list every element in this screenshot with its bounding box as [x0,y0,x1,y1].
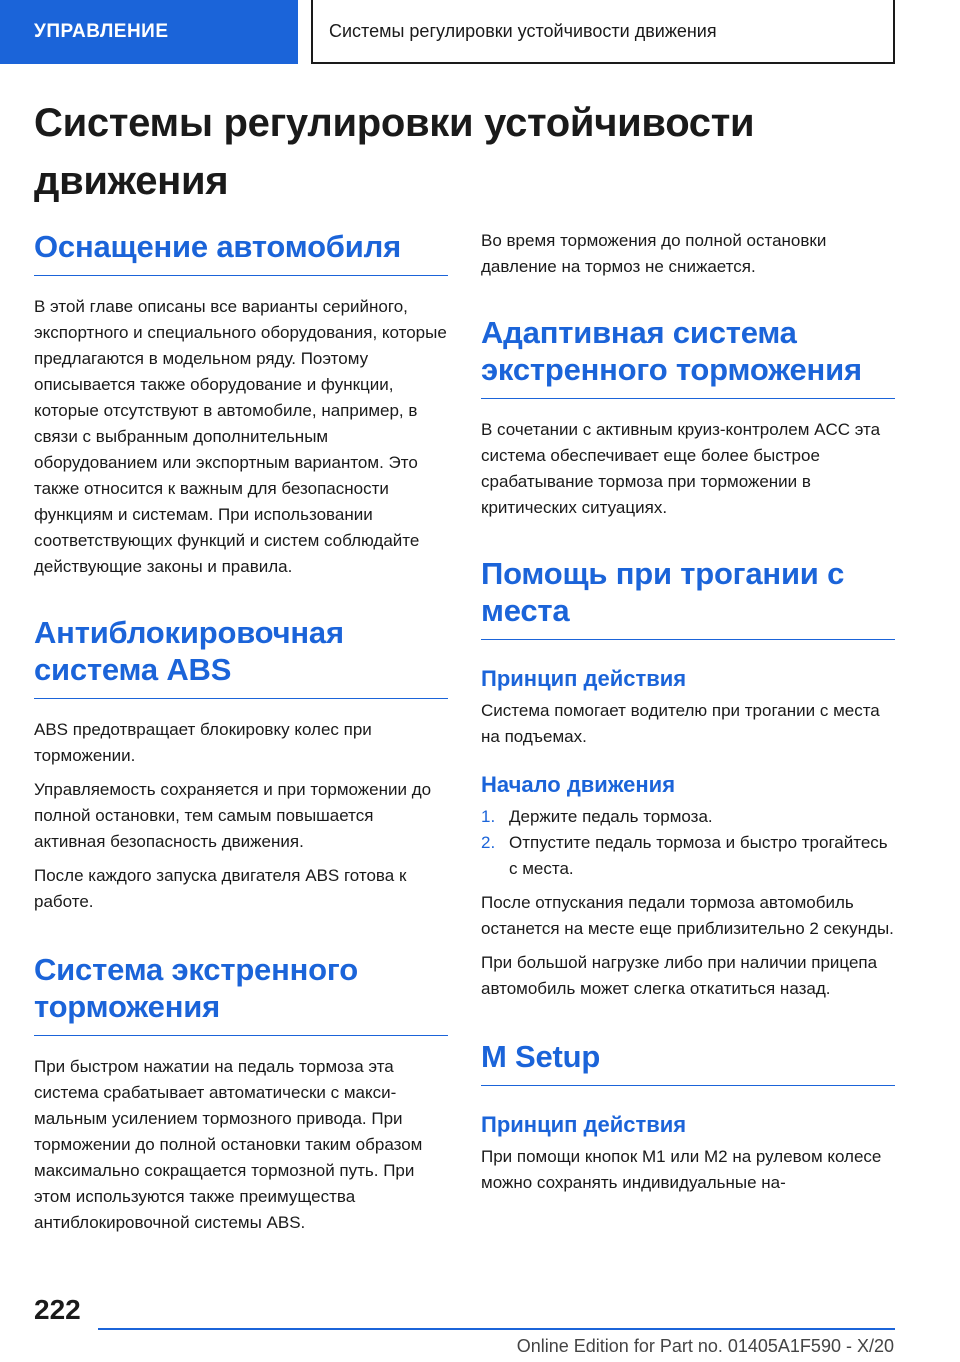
page-number: 222 [34,1294,81,1325]
footer-divider [98,1328,895,1330]
subsection-title-start: Начало движения [481,772,676,797]
steps-list [481,804,895,882]
right-column [481,228,895,1196]
step-number: 2. [481,833,496,852]
paragraph: Во время торможения до полной остановки давление на тормоз не снижается. [481,231,827,276]
paragraph: При большой нагрузке либо при наличии прицепа автомобиль может слегка откатиться назад. [481,953,878,998]
header-section-title: Системы регулировки устойчивости движения [311,0,895,64]
section-title-equipment: Оснащение автомобиля [34,228,448,276]
paragraph: После отпускания педали тормоза автомобиль останется на месте еще приблизительно 2 секунды. [481,893,894,938]
section-title-abs: Антиблокировочная система ABS [34,614,448,699]
paragraph: В сочетании с активным круиз-контролем ACC эта система обеспечивает еще более быстрое срабатывание тормоза при торможении в критических ситуациях. [481,420,881,517]
header-chapter-tab: УПРАВЛЕНИЕ [0,0,298,64]
subsection-title-principle: Принцип действия [481,666,687,691]
page-title: Системы регулировки устойчивости движения [34,101,755,203]
section-title-hill-start: Помощь при трогании с места [481,555,895,640]
paragraph: Система помогает водителю при трогании с места на подъемах. [481,701,880,746]
step-text: Держите педаль тормоза. [509,807,713,826]
step-text: Отпустите педаль тормоза и быстро трогайтесь с места. [509,833,888,878]
list-item [481,804,895,830]
paragraph: ABS предотвращает блокировку колес при торможении. [34,720,372,765]
step-number: 1. [481,807,496,826]
paragraph: При помощи кнопок M1 или M2 на рулевом колесе можно сохранять индивидуальные на- [481,1147,882,1192]
section-title-m-setup: M Setup [481,1038,895,1086]
section-title-adaptive-braking: Адаптивная система экстренного торможения [481,314,895,399]
list-item [481,830,895,882]
paragraph: В этой главе описаны все варианты серийного, экспортного и специального оборудования, которые предлагаются в модельном ряду. Поэтому описывается также оборудование и функции, которые отсутствуют в автомобиле, например, в связи с выбранным дополнительным оборудованием или экспортным вариантом. Это также относится к важным для безопасности функциям и системам. При использовании соответствующих функций и систем соблюдайте действующие законы и правила. [34,297,447,576]
subsection-title-principle: Принцип действия [481,1112,687,1137]
paragraph: После каждого запуска двигателя ABS готова к работе. [34,866,407,911]
left-column [34,228,448,1236]
footer-edition: Online Edition for Part no. 01405A1F590 - X/20 [516,1336,894,1356]
paragraph: Управляемость сохраняется и при торможении до полной остановки, тем самым повышается активная безопасность движения. [34,780,432,851]
paragraph: При быстром нажатии на педаль тормоза эта система срабатывает автоматически с максимальным усилением тормозного привода. При торможении до полной остановки таким образом максимально сокращается тормозной путь. При этом используются также преимущества антиблокировочной системы ABS. [34,1057,423,1232]
section-title-emergency-braking: Система экстренного торможения [34,951,448,1036]
